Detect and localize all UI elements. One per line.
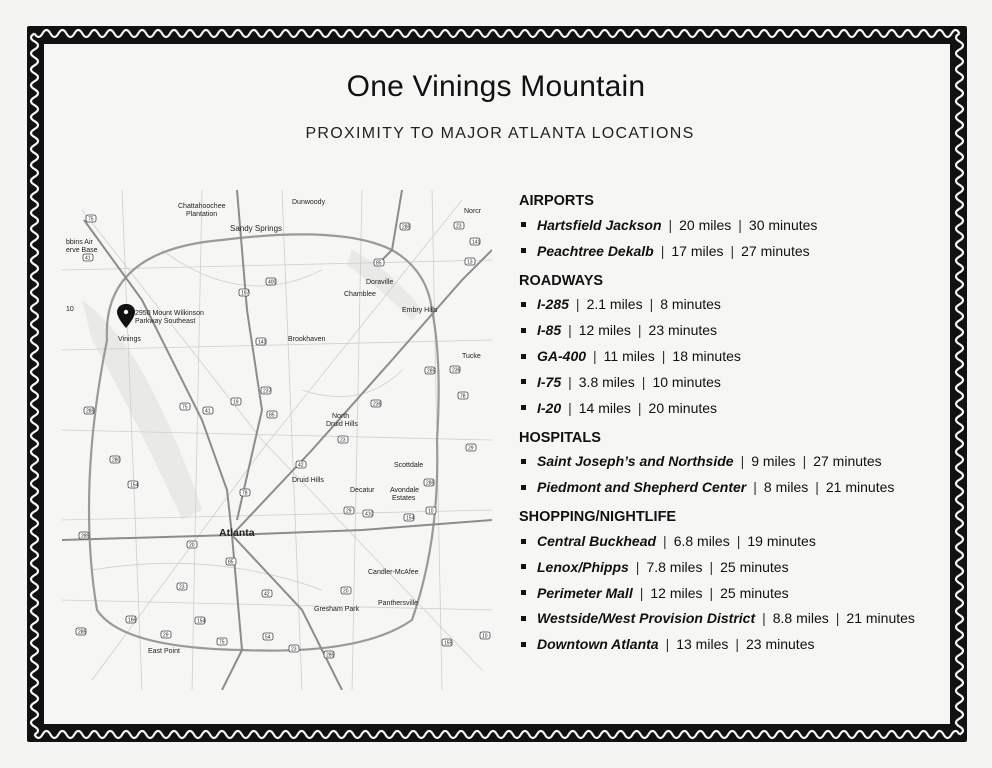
list-item [519,212,949,238]
map-label-doraville: Doraville [366,279,394,286]
square-bullet-icon [521,539,526,544]
svg-text:285: 285 [402,224,411,231]
square-bullet-icon [521,222,526,227]
travel-time: 25 minutes [720,584,789,601]
svg-text:42: 42 [298,462,304,469]
place-name: Hartsfield Jackson [537,216,662,233]
separator: | [660,242,665,259]
map-label-dunwoody: Dunwoody [292,199,326,206]
svg-text:20: 20 [189,542,195,549]
place-name: GA-400 [537,348,587,365]
svg-text:285: 285 [426,480,435,487]
separator: | [568,322,572,339]
distance: 2.1 miles [586,296,643,313]
list-item [519,317,949,343]
place-name: Perimeter Mall [537,584,633,601]
separator: | [730,242,735,259]
svg-text:23: 23 [456,223,462,230]
place-name: I-85 [537,322,562,339]
travel-time: 27 minutes [813,453,882,470]
svg-text:75: 75 [88,216,94,223]
square-bullet-icon [521,405,526,410]
travel-time: 30 minutes [748,216,818,233]
square-bullet-icon [521,459,526,464]
separator: | [709,558,714,575]
travel-time: 27 minutes [741,242,810,259]
separator: | [663,533,667,550]
list-item [519,554,949,580]
svg-text:29: 29 [346,508,352,515]
separator: | [637,322,642,339]
svg-text:141: 141 [472,239,481,246]
distance: 11 miles [603,348,655,365]
place-name: Central Buckhead [537,533,657,550]
svg-text:237: 237 [263,388,272,395]
map-label-plantation: Plantation [186,211,218,218]
svg-text:85: 85 [269,412,275,419]
travel-time: 21 minutes [846,610,915,627]
place-name: Peachtree Dekalb [537,242,654,259]
separator: | [736,533,741,550]
separator: | [802,453,807,470]
separator: | [641,373,646,390]
svg-text:285: 285 [81,533,90,540]
place-name: I-75 [537,373,562,390]
map-label-pin-line2: Parkway Southeast [135,318,196,325]
map-label-panthersville: Panthersville [378,600,419,607]
list-item [519,292,949,318]
map-label-east-point: East Point [148,648,180,655]
distance: 14 miles [578,399,631,416]
distance: 6.8 miles [673,533,730,550]
map-label-tucker: Tucke [462,353,481,360]
svg-text:23: 23 [291,646,297,653]
map-label-embry-hills: Embry Hills [402,307,438,314]
list-item [519,528,949,554]
separator: | [709,584,714,601]
map-label-druid-hills: Druid Hills [292,477,324,484]
map-label-10: 10 [66,306,74,313]
travel-time: 8 minutes [660,296,721,313]
svg-text:10: 10 [428,508,434,515]
svg-text:141: 141 [258,339,267,346]
svg-text:285: 285 [78,629,87,636]
place-name: Lenox/Phipps [537,558,629,575]
svg-text:400: 400 [268,279,277,286]
map-label-gresham-park: Gresham Park [314,606,360,613]
separator: | [738,216,742,233]
distance: 13 miles [676,636,729,653]
separator: | [593,348,597,365]
place-name: I-285 [537,296,569,313]
svg-text:285: 285 [326,652,335,659]
square-bullet-icon [521,248,526,253]
distance: 8 miles [763,479,809,496]
svg-text:85: 85 [228,559,234,566]
svg-text:75: 75 [182,404,188,411]
list-item [519,395,949,421]
svg-text:154: 154 [130,482,139,489]
travel-time: 23 minutes [648,322,718,339]
travel-time: 10 minutes [652,373,721,390]
svg-text:285: 285 [427,368,436,375]
svg-text:54: 54 [265,634,271,641]
map-label-dobbins: bbins Air [66,239,93,246]
svg-text:13: 13 [467,259,473,266]
separator: | [665,636,670,653]
separator: | [635,558,640,575]
map-label-norcross: Norcr [464,208,482,215]
separator: | [735,636,739,653]
square-bullet-icon [521,485,526,490]
svg-text:410: 410 [365,511,374,518]
svg-text:78: 78 [242,490,248,497]
svg-text:155: 155 [444,640,453,647]
separator: | [835,610,840,627]
place-name: Westside/West Provision District [537,610,756,627]
place-name: I-20 [537,399,562,416]
svg-text:78: 78 [460,393,466,400]
map-label-scottdale: Scottdale [394,462,424,469]
svg-text:85: 85 [376,260,382,267]
square-bullet-icon [521,642,526,647]
distance: 3.8 miles [578,373,635,390]
svg-text:20: 20 [343,588,349,595]
svg-text:23: 23 [179,584,185,591]
map-label-candler-mcafee: Candler-McAfee [368,569,419,576]
svg-text:197: 197 [241,290,250,297]
svg-text:236: 236 [373,401,382,408]
list-item [519,474,949,500]
svg-text:236: 236 [452,367,461,374]
map-label-decatur: Decatur [350,487,375,494]
distance: 17 miles [671,242,724,259]
svg-text:19: 19 [233,399,239,406]
travel-time: 19 minutes [747,533,816,550]
separator: | [762,610,766,627]
square-bullet-icon [521,616,526,621]
map-label-avondale: Avondale [390,487,420,494]
section-heading-roadways: ROADWAYS [519,272,604,289]
list-item [519,580,949,606]
map-label-reserve-base: erve Base [66,247,98,254]
place-name: Saint Joseph’s and Northside [537,453,734,470]
list-item [519,343,949,369]
map-label-sandy-springs: Sandy Springs [230,224,283,233]
page-subtitle: PROXIMITY TO MAJOR ATLANTA LOCATIONS [305,125,695,142]
map-label-brookhaven: Brookhaven [288,336,326,343]
page-title: One Vinings Mountain [346,70,646,103]
svg-text:29: 29 [163,632,169,639]
square-bullet-icon [521,564,526,569]
list-item [519,606,949,632]
square-bullet-icon [521,590,526,595]
separator: | [668,216,673,233]
proximity-list [519,190,949,657]
list-item [519,631,949,657]
section-heading-shopping: SHOPPING/NIGHTLIFE [519,509,677,526]
square-bullet-icon [521,354,526,359]
section-heading-hospitals: HOSPITALS [519,429,601,446]
map-label-north-druid-hills: Druid Hills [326,421,358,428]
separator: | [815,479,819,496]
list-item [519,238,949,264]
map-label-estates: Estates [392,495,416,502]
distance: 12 miles [650,584,703,601]
svg-text:166: 166 [128,617,137,624]
svg-text:10: 10 [482,633,488,640]
map-label-north: North [332,413,350,420]
distance: 8.8 miles [772,610,829,627]
map-label-pin-line1: 2950 Mount Wilkinson [135,310,204,317]
distance: 20 miles [679,216,732,233]
distance: 7.8 miles [646,558,703,575]
section-heading-airports: AIRPORTS [519,193,594,209]
svg-text:41: 41 [205,408,211,415]
separator: | [740,453,745,470]
list-item [519,369,949,395]
separator: | [753,479,757,496]
travel-time: 25 minutes [720,558,789,575]
svg-text:280: 280 [112,457,121,464]
place-name: Downtown Atlanta [537,636,659,653]
svg-text:75: 75 [219,639,225,646]
svg-text:41: 41 [85,255,91,262]
separator: | [649,296,654,313]
distance: 12 miles [578,322,631,339]
map-label-chamblee: Chamblee [344,291,376,298]
map-label-atlanta: Atlanta [219,527,255,539]
travel-time: 21 minutes [825,479,895,496]
separator: | [639,584,644,601]
place-name: Piedmont and Shepherd Center [537,479,747,496]
separator: | [568,399,572,416]
svg-text:154: 154 [197,618,206,625]
separator: | [575,296,580,313]
distance: 9 miles [751,453,796,470]
square-bullet-icon [521,328,526,333]
square-bullet-icon [521,379,526,384]
area-map [62,190,492,690]
separator: | [661,348,666,365]
square-bullet-icon [521,302,526,307]
separator: | [637,399,642,416]
travel-time: 18 minutes [672,348,741,365]
list-item [519,449,949,475]
map-label-vinings: Vinings [118,336,141,343]
map-label-chattahoochee: Chattahoochee [178,203,226,210]
svg-text:154: 154 [406,515,415,522]
svg-text:23: 23 [340,437,346,444]
travel-time: 20 minutes [648,399,718,416]
separator: | [568,373,572,390]
svg-text:29: 29 [468,445,474,452]
svg-text:285: 285 [86,408,95,415]
travel-time: 23 minutes [746,636,815,653]
svg-text:42: 42 [264,591,270,598]
